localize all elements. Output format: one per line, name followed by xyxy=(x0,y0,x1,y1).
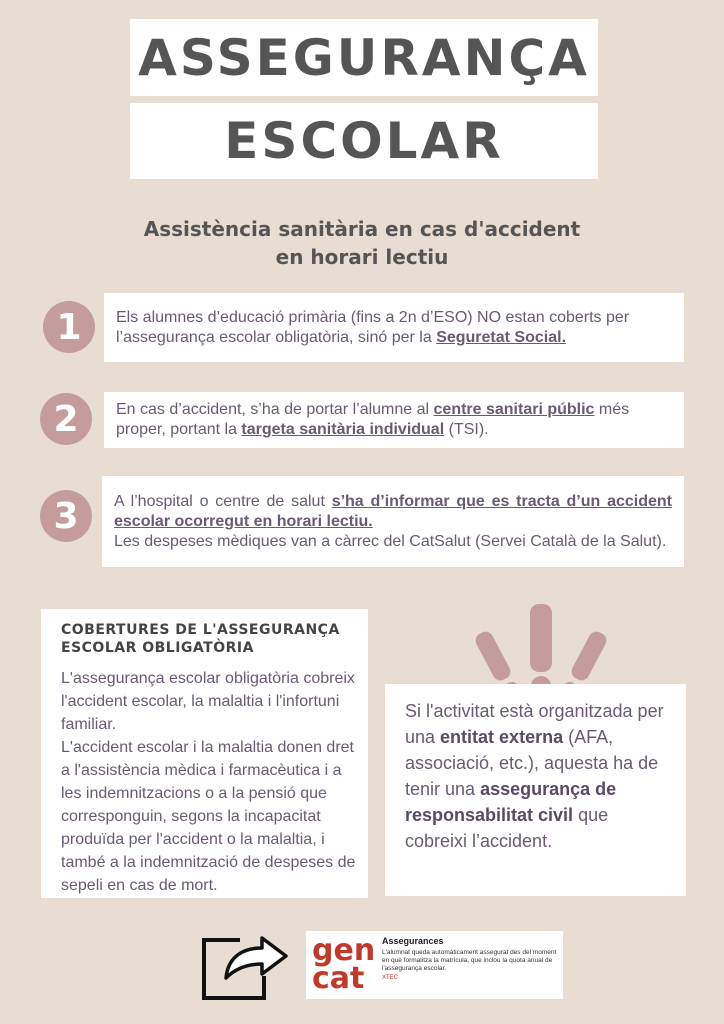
civil-liability-card xyxy=(385,684,686,896)
gencat-card-source: XTEC xyxy=(382,975,399,981)
seguretat-social-link[interactable]: Seguretat Social. xyxy=(436,328,567,346)
coverage-title: COBERTURES DE L'ASSEGURANÇA ESCOLAR OBLIGATÒRIA xyxy=(61,622,340,656)
gencat-logo: gen cat xyxy=(312,933,376,996)
coverage-card xyxy=(41,609,368,898)
share-icon[interactable] xyxy=(200,926,290,1002)
title-line-1: ASSEGURANÇA xyxy=(130,19,598,96)
step-2-card xyxy=(104,392,684,448)
title-line-2: ESCOLAR xyxy=(130,103,598,179)
gencat-card-text: L'alumnat queda automàticament assegurat des del moment en què formalitza la matrícula, que inclou la quota anual de l'assegurança escolar. xyxy=(382,949,557,972)
step-1-text: Els alumnes d’educació primària (fins a 2n d’ESO) NO estan coberts per l’assegurança escolar obligatòria, sinó per la Seguretat Social. xyxy=(116,308,630,346)
subtitle-line-1: Assistència sanitària en cas d'accident xyxy=(143,217,581,241)
step-3-card xyxy=(102,476,684,567)
gencat-card-title: Assegurances xyxy=(382,936,444,946)
coverage-text: L'assegurança escolar obligatòria cobreix l'accident escolar, la malaltia i l'infortuni familiar. L'accident escolar i la malaltia donen dret a l'assistència mèdica i farmacèutica i a les indemnitzacions o a la pensió que corresponguin, segons la incapacitat produïda per l'accident o la malaltia, i també a la indemnització de despeses de sepeli en cas de mort. xyxy=(61,670,356,894)
subtitle xyxy=(100,215,624,271)
step-1-card xyxy=(104,293,684,362)
centre-sanitari-link[interactable]: centre sanitari públic xyxy=(433,401,595,418)
gencat-card[interactable] xyxy=(306,931,563,999)
subtitle-line-2: en horari lectiu xyxy=(275,245,449,269)
targeta-sanitaria-link[interactable]: targeta sanitària individual xyxy=(241,421,445,438)
step-number-1: 1 xyxy=(43,301,95,353)
step-3-text: A l’hospital o centre de salut s’ha d’informar que es tracta d’un accident escolar ocorregut en horari lectiu. xyxy=(114,492,672,530)
step-number-3: 3 xyxy=(40,490,92,542)
step-2-text: En cas d’accident, s’ha de portar l’alumne al centre sanitari públic més proper, portant la targeta sanitària individual (TSI). xyxy=(116,401,630,438)
civil-liability-text: Si l'activitat està organitzada per una entitat externa (AFA, associació, etc.), aquesta ha de tenir una assegurança de responsabilitat civil que cobreixi l’accident. xyxy=(405,701,664,851)
informar-accident-link[interactable]: s’ha d’informar que es tracta d’un accident escolar ocorregut en horari lectiu. xyxy=(114,492,672,530)
step-3-text-2: Les despeses mèdiques van a càrrec del CatSalut (Servei Català de la Salut). xyxy=(114,532,667,550)
step-number-2: 2 xyxy=(40,393,92,445)
